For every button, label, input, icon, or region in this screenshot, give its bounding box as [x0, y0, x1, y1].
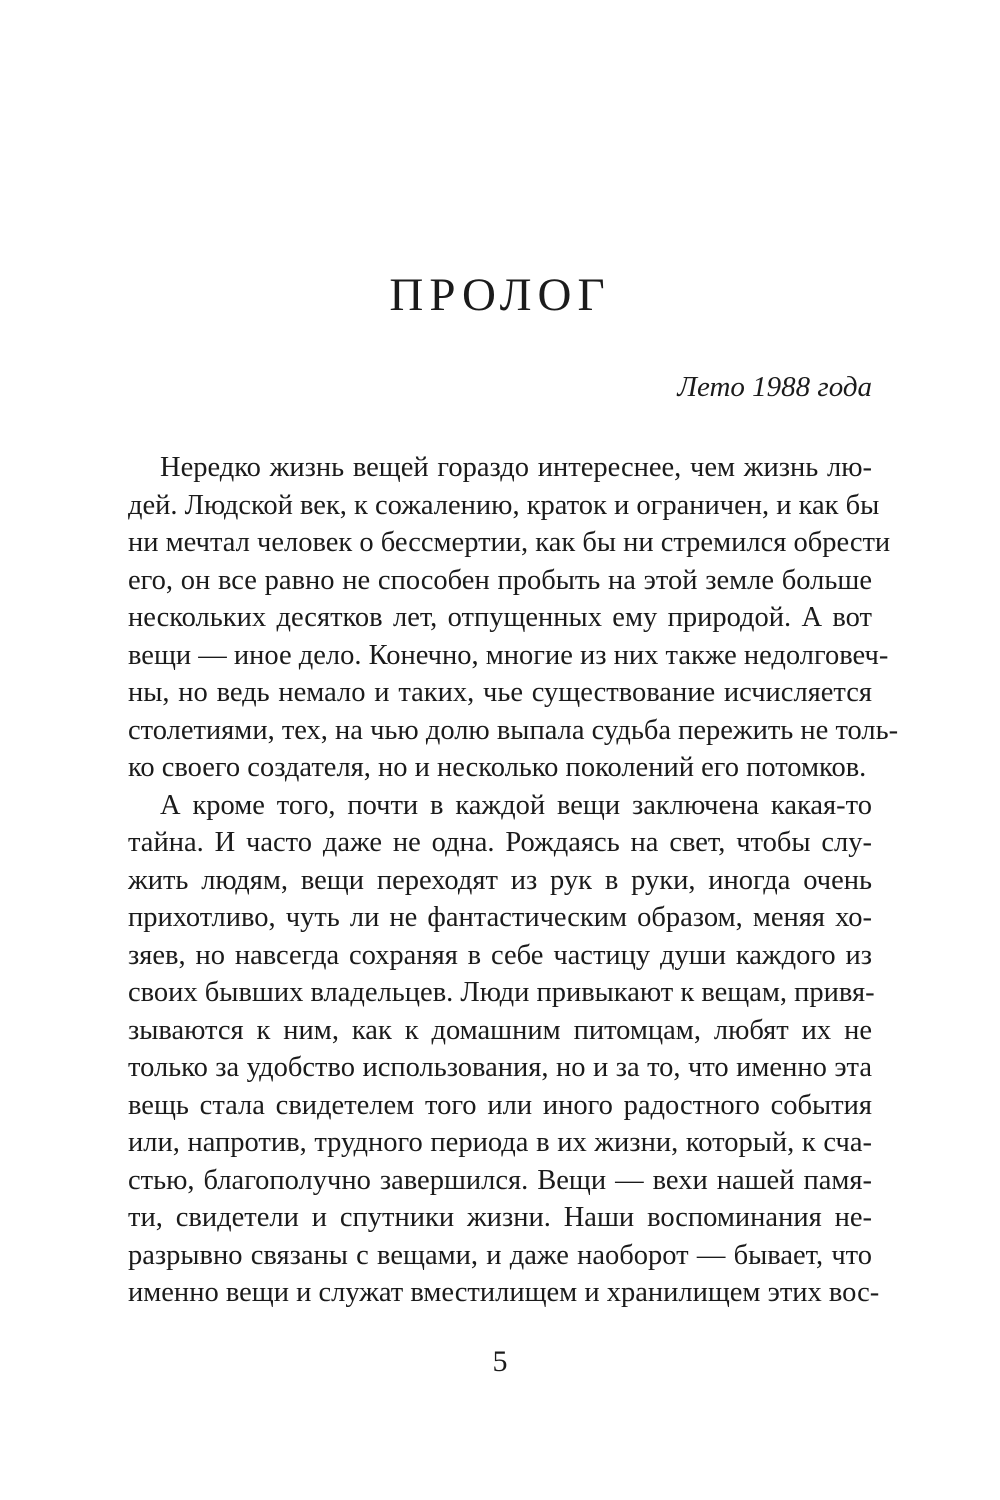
- text-line: или, напротив, трудного периода в их жизни, который, к сча-: [128, 1127, 872, 1158]
- chapter-title: ПРОЛОГ: [389, 269, 611, 321]
- text-line: вещи — иное дело. Конечно, многие из них также недолговеч-: [128, 639, 889, 671]
- text-line: своих бывших владельцев. Люди привыкают к вещам, привя-: [128, 977, 875, 1008]
- text-line: стью, благополучно завершился. Вещи — вехи нашей памя-: [128, 1164, 872, 1196]
- text-line: А кроме того, почти в каждой вещи заключена какая-то: [160, 789, 872, 821]
- text-line: ко своего создателя, но и несколько поколений его потомков.: [128, 752, 867, 783]
- body-text: [128, 449, 899, 1312]
- text-line: прихотливо, чуть ли не фантастическим образом, меняя хо-: [128, 902, 872, 933]
- text-line: дей. Людской век, к сожалению, краток и ограничен, и как бы: [128, 489, 880, 521]
- text-line: нескольких десятков лет, отпущенных ему природой. А вот: [128, 602, 872, 633]
- text-line: жить людям, вещи переходят из рук в руки, иногда очень: [128, 864, 872, 896]
- text-line: ти, свидетели и спутники жизни. Наши воспоминания не-: [128, 1202, 872, 1233]
- text-line: зываются к ним, как к домашним питомцам, любят их не: [128, 1014, 872, 1046]
- text-line: тайна. И часто даже не одна. Рождаясь на свет, чтобы слу-: [128, 827, 872, 858]
- text-line: именно вещи и служат вместилищем и хранилищем этих вос-: [128, 1277, 880, 1308]
- text-line: разрывно связаны с вещами, и даже наоборот — бывает, что: [128, 1239, 872, 1271]
- text-line: вещь стала свидетелем того или иного радостного события: [128, 1089, 872, 1121]
- text-line: его, он все равно не способен пробыть на этой земле больше: [128, 564, 872, 596]
- text-line: Нередко жизнь вещей гораздо интереснее, чем жизнь лю-: [160, 452, 872, 483]
- page-number: 5: [492, 1345, 508, 1378]
- chapter-dateline: Лето 1988 года: [677, 371, 872, 403]
- text-line: зяев, но навсегда сохраняя в себе частицу души каждого из: [128, 939, 872, 971]
- text-line: ни мечтал человек о бессмертии, как бы ни стремился обрести: [128, 527, 891, 558]
- text-line: ны, но ведь немало и таких, чье существование исчисляется: [128, 677, 872, 708]
- text-line: только за удобство использования, но и за то, что именно эта: [128, 1052, 872, 1083]
- text-line: столетиями, тех, на чью долю выпала судьба пережить не толь-: [128, 714, 899, 746]
